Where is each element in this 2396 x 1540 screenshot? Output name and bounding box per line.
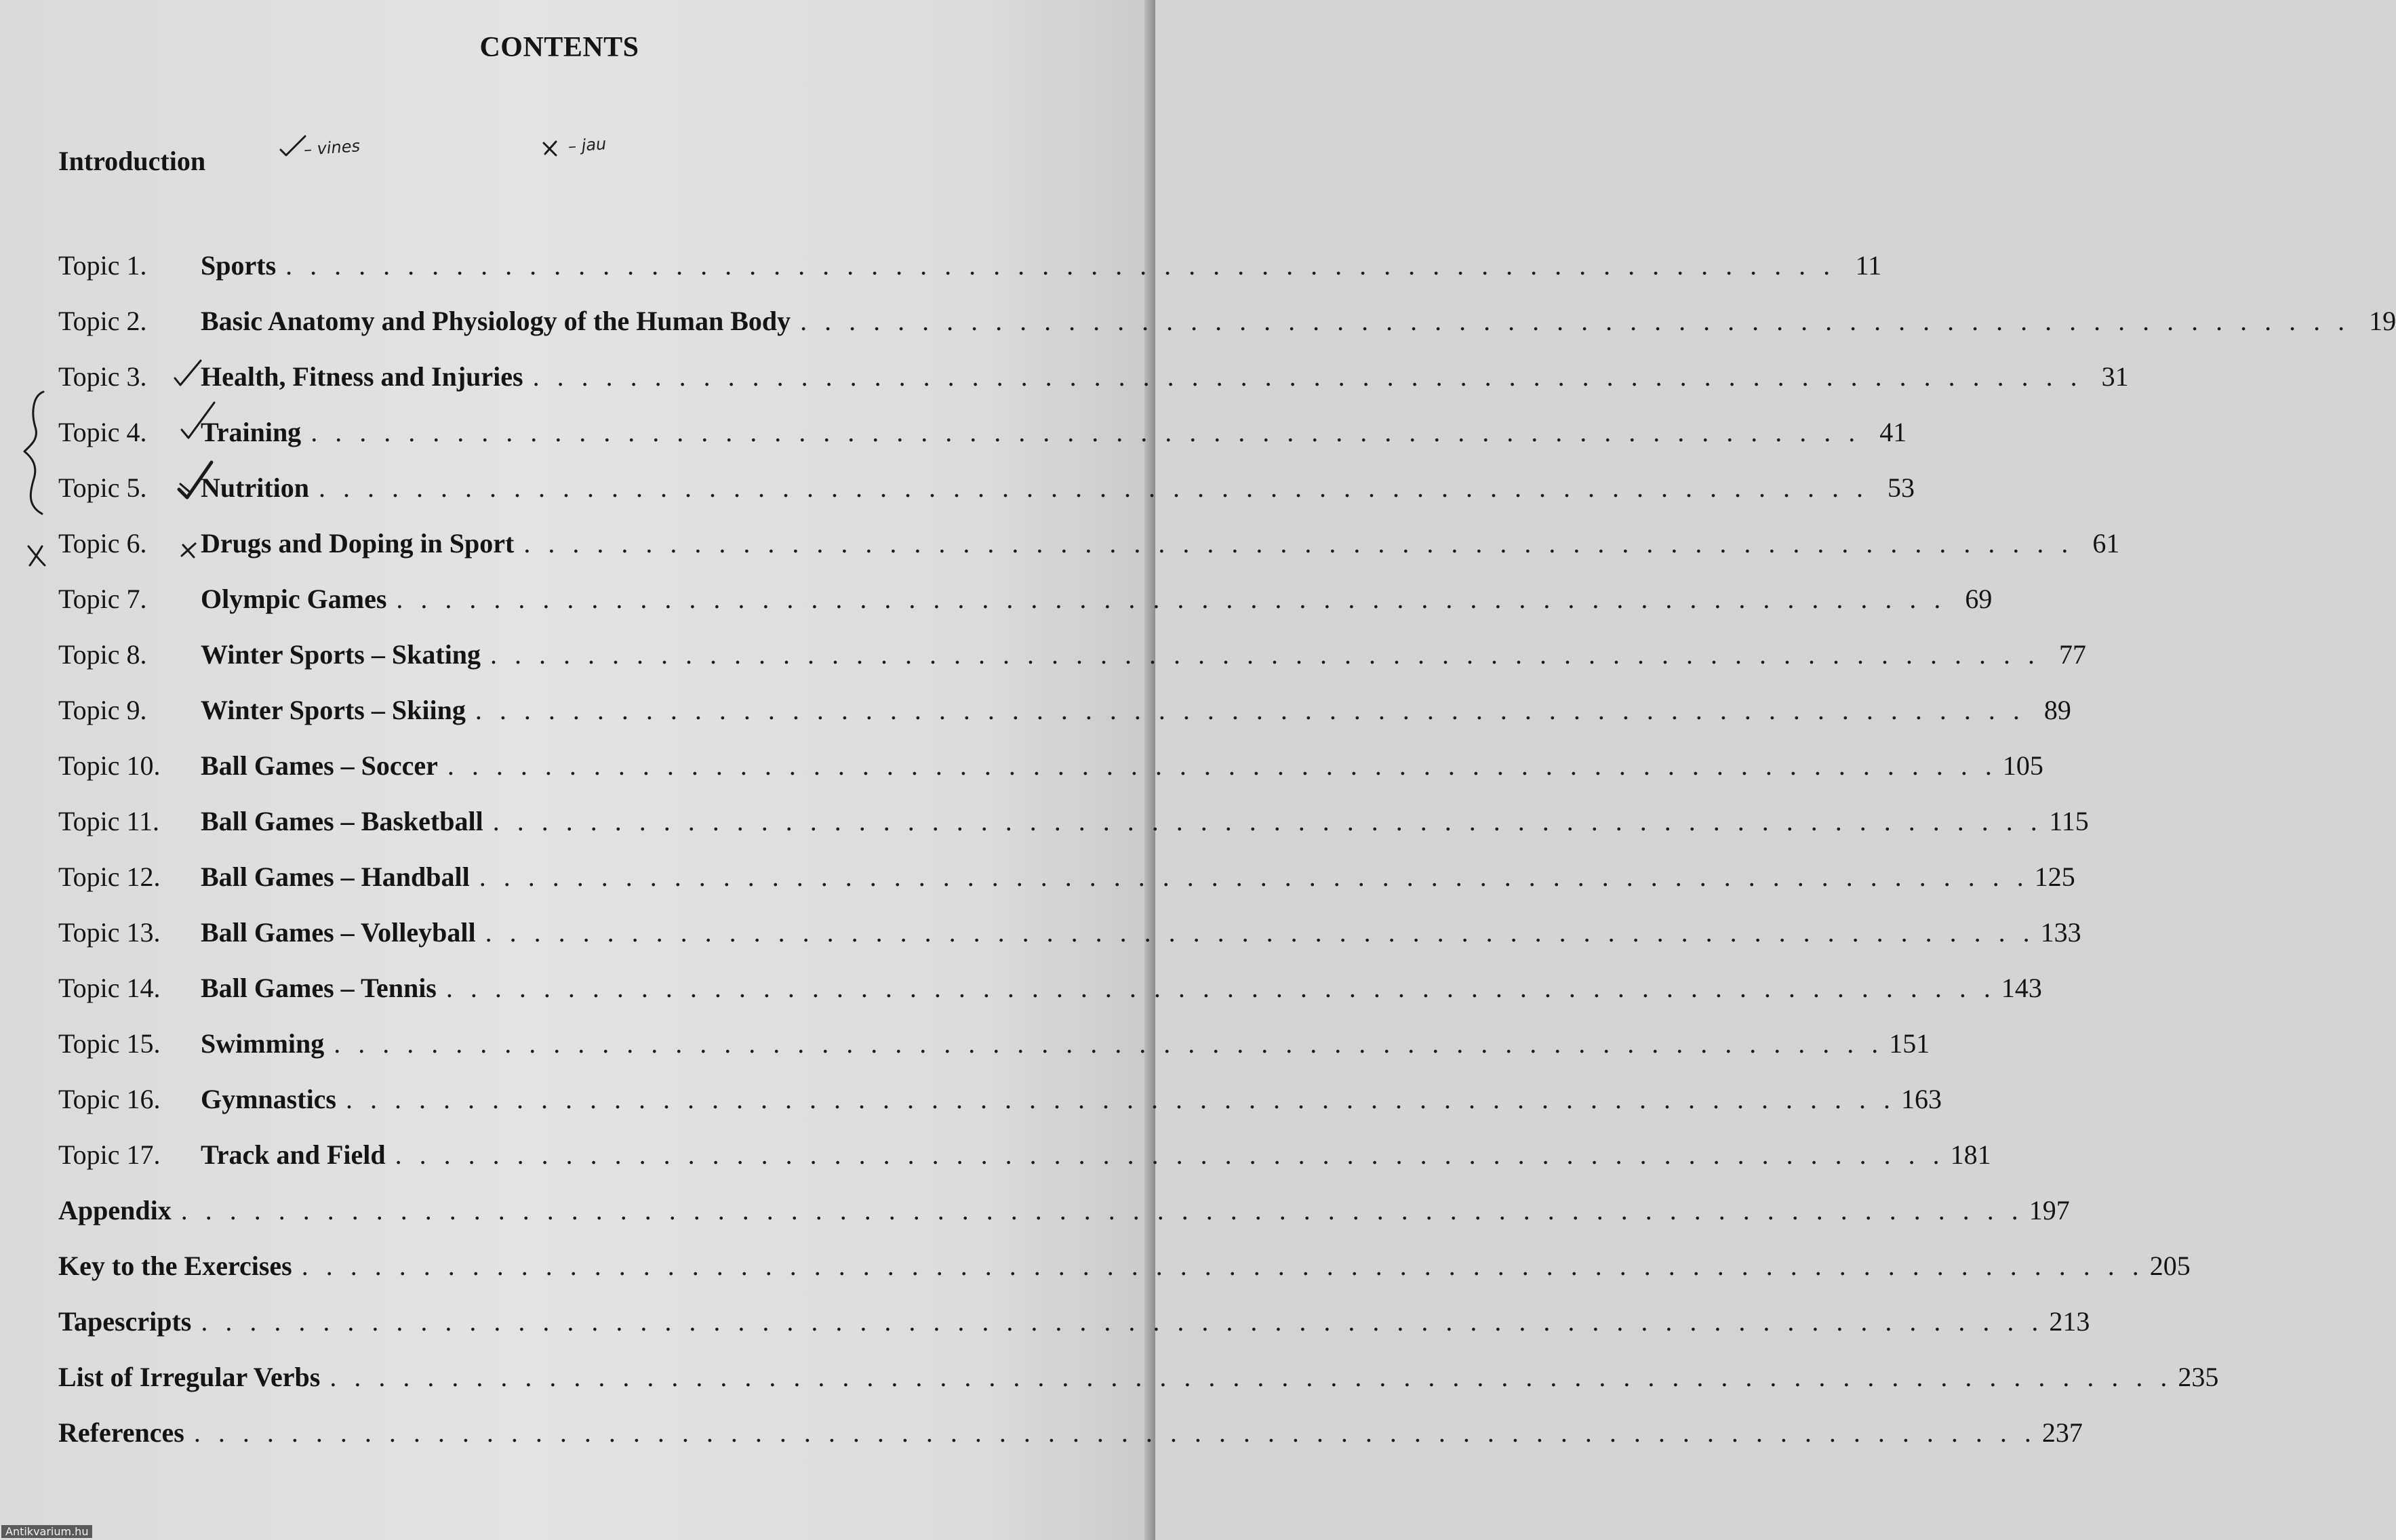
dot-leader: . . . . . . . . . . . . . . . . . . . . . . . . . . . . . . . . . . . . . . . . . . . . . . . . . . . . . . . . . . . . . . . . (447, 750, 1997, 781)
page-number: 61 (2092, 528, 2120, 559)
toc-row-topic-12[interactable] (58, 861, 2075, 901)
topic-title: Track and Field (201, 1139, 386, 1170)
toc-row-topic-13[interactable] (58, 916, 2081, 957)
topic-number: Topic 7. (58, 584, 147, 614)
toc-row-topic-17[interactable] (58, 1139, 1991, 1179)
dot-leader: . . . . . . . . . . . . . . . . . . . . . . . . . . . . . . . . . . . . . . . . . . . . . . . . . . . . . . . . . . . . . . . . (319, 472, 1869, 503)
section-title: Key to the Exercises (58, 1251, 292, 1281)
page-number: 89 (2043, 695, 2071, 725)
topic-number: Topic 8. (58, 639, 147, 670)
page-number: 237 (2041, 1417, 2083, 1448)
page-number: 69 (1965, 584, 1993, 614)
page-number: 181 (1950, 1139, 1991, 1170)
section-title: References (58, 1417, 184, 1448)
topic-number: Topic 11. (58, 806, 160, 836)
section-title: List of Irregular Verbs (58, 1362, 321, 1392)
topic-title: Ball Games – Volleyball (201, 917, 476, 948)
topic-number: Topic 17. (58, 1139, 161, 1170)
handwritten-cross-icon (541, 139, 561, 159)
page-number: 151 (1889, 1028, 1930, 1059)
topic-number: Topic 10. (58, 750, 161, 781)
section-title: Appendix (58, 1195, 172, 1225)
page-number: 41 (1879, 417, 1907, 447)
section-title: Tapescripts (58, 1306, 192, 1337)
dot-leader: . . . . . . . . . . . . . . . . . . . . . . . . . . . . . . . . . . . . . . . . . . . . . . . . . . . . . . . . . . . . . . . . (532, 361, 2083, 392)
page-number: 53 (1888, 472, 1915, 503)
dot-leader: . . . . . . . . . . . . . . . . . . . . . . . . . . . . . . . . . . . . . . . . . . . . . . . . . . . . . . . . . . . . . . . . (490, 639, 2041, 670)
page-number: 133 (2040, 917, 2081, 948)
topic-title: Olympic Games (201, 584, 387, 614)
dot-leader: . . . . . . . . . . . . . . . . . . . . . . . . . . . . . . . . . . . . . . . . . . . . . . . . . . . . . . . . . . . . . . . . . . . . . . . . . . . . (301, 1251, 2144, 1281)
topic-title: Gymnastics (201, 1084, 336, 1114)
topic-title: Ball Games – Tennis (201, 973, 437, 1003)
dot-leader: . . . . . . . . . . . . . . . . . . . . . . . . . . . . . . . . . . . . . . . . . . . . . . . . . . . . . . . . . . . . . . . . . . . . . . . . . . . . (193, 1417, 2037, 1448)
toc-row-appendix[interactable] (58, 1194, 2070, 1235)
page-number: 105 (2002, 750, 2043, 781)
page-number: 31 (2101, 361, 2129, 392)
toc-row-topic-3[interactable] (58, 361, 2129, 401)
topic-title: Swimming (201, 1028, 325, 1059)
toc-row-topic-9[interactable] (58, 694, 2071, 735)
dot-leader: . . . . . . . . . . . . . . . . . . . . . . . . . . . . . . . . . . . . . . . . . . . . . . . . . . . . . . . . . . . . . . . . (311, 417, 1861, 447)
topic-title: Nutrition (201, 472, 309, 503)
page-number: 77 (2059, 639, 2087, 670)
topic-title: Winter Sports – Skiing (201, 695, 466, 725)
dot-leader: . . . . . . . . . . . . . . . . . . . . . . . . . . . . . . . . . . . . . . . . . . . . . . . . . . . . . . . . . . . . . . . . (395, 1139, 1945, 1170)
topic-number: Topic 2. (58, 306, 147, 336)
toc-row-topic-14[interactable] (58, 972, 2042, 1013)
toc-row-topic-10[interactable] (58, 750, 2043, 790)
handwritten-brace-icon (19, 386, 49, 519)
page-number: 205 (2149, 1251, 2191, 1281)
dot-leader: . . . . . . . . . . . . . . . . . . . . . . . . . . . . . . . . . . . . . . . . . . . . . . . . . . . . . . . . . . . . . . . . . . . . . . . . . . . . (180, 1195, 2024, 1225)
topic-title: Ball Games – Soccer (201, 750, 438, 781)
topic-number: Topic 6. (58, 528, 147, 559)
contents-heading: CONTENTS (479, 32, 639, 63)
introduction-entry: Introduction (58, 146, 206, 176)
topic-number: Topic 14. (58, 973, 161, 1003)
page-number: 213 (2049, 1306, 2090, 1337)
toc-row-topic-1[interactable] (58, 249, 1882, 290)
topic-number: Topic 16. (58, 1084, 161, 1114)
handwritten-margin-cross-icon (24, 542, 49, 569)
handwritten-note-tick: – vines (303, 136, 361, 159)
topic-title: Drugs and Doping in Sport (201, 528, 515, 559)
dot-leader: . . . . . . . . . . . . . . . . . . . . . . . . . . . . . . . . . . . . . . . . . . . . . . . . . . . . . . . . . . . . . . . . (445, 973, 1996, 1003)
topic-title: Health, Fitness and Injuries (201, 361, 523, 392)
topic-number: Topic 13. (58, 917, 161, 948)
page-number: 197 (2029, 1195, 2070, 1225)
dot-leader: . . . . . . . . . . . . . . . . . . . . . . . . . . . . . . . . . . . . . . . . . . . . . . . . . . . . . . . . . . . . . . . . (346, 1084, 1896, 1114)
topic-number: Topic 15. (58, 1028, 161, 1059)
dot-leader: . . . . . . . . . . . . . . . . . . . . . . . . . . . . . . . . . . . . . . . . . . . . . . . . . . . . . . . . . . . . . . . . (479, 862, 2029, 892)
topic-number: Topic 1. (58, 250, 147, 281)
topic-title: Winter Sports – Skating (201, 639, 481, 670)
toc-row-topic-6[interactable] (58, 527, 2120, 568)
page-number: 125 (2034, 862, 2075, 892)
toc-row-references[interactable] (58, 1417, 2083, 1457)
topic-title: Sports (201, 250, 277, 281)
page-number: 235 (2178, 1362, 2219, 1392)
toc-row-topic-15[interactable] (58, 1028, 1930, 1068)
dot-leader: . . . . . . . . . . . . . . . . . . . . . . . . . . . . . . . . . . . . . . . . . . . . . . . . . . . . . . . . . . . . . . . . (523, 528, 2074, 559)
topic-title: Basic Anatomy and Physiology of the Human Body (201, 306, 791, 336)
dot-leader: . . . . . . . . . . . . . . . . . . . . . . . . . . . . . . . . . . . . . . . . . . . . . . . . . . . . . . . . . . . . . . . . (492, 806, 2043, 836)
page-number: 115 (2049, 806, 2089, 836)
toc-row-topic-4[interactable] (58, 416, 1907, 457)
dot-leader: . . . . . . . . . . . . . . . . . . . . . . . . . . . . . . . . . . . . . . . . . . . . . . . . . . . . . . . . . . . . . . . . . . . . . . . . . . . . (330, 1362, 2173, 1392)
handwritten-note-cross: – jau (567, 134, 607, 156)
topic-number: Topic 12. (58, 862, 161, 892)
dot-leader: . . . . . . . . . . . . . . . . . . . . . . . . . . . . . . . . . . . . . . . . . . . . . . . . . . . . . . . . . . . . . . . . (285, 250, 1836, 281)
toc-row-topic-16[interactable] (58, 1083, 1942, 1124)
toc-row-key-to-exercises[interactable] (58, 1250, 2191, 1291)
dot-leader: . . . . . . . . . . . . . . . . . . . . . . . . . . . . . . . . . . . . . . . . . . . . . . . . . . . . . . . . . . . . . . . . (475, 695, 2025, 725)
topic-title: Ball Games – Basketball (201, 806, 483, 836)
dot-leader: . . . . . . . . . . . . . . . . . . . . . . . . . . . . . . . . . . . . . . . . . . . . . . . . . . . . . . . . . . . . . . . . (396, 584, 1946, 614)
toc-row-irregular-verbs[interactable] (58, 1361, 2219, 1402)
dot-leader: . . . . . . . . . . . . . . . . . . . . . . . . . . . . . . . . . . . . . . . . . . . . . . . . . . . . . . . . . . . . . . . . . . . . . . . . . . . . (201, 1306, 2044, 1337)
page-number: 11 (1855, 250, 1882, 281)
topic-title: Ball Games – Handball (201, 862, 470, 892)
topic-number: Topic 4. (58, 417, 147, 447)
toc-row-topic-2[interactable] (58, 305, 2396, 346)
toc-row-topic-11[interactable] (58, 805, 2089, 846)
topic-number: Topic 9. (58, 695, 147, 725)
toc-row-topic-8[interactable] (58, 639, 2087, 679)
topic-number: Topic 3. (58, 361, 147, 392)
topic-title: Training (201, 417, 302, 447)
page-number: 163 (1901, 1084, 1942, 1114)
page-number: 143 (2001, 973, 2042, 1003)
toc-row-topic-7[interactable] (58, 583, 1993, 624)
toc-row-topic-5[interactable] (58, 472, 1915, 512)
topic-number: Topic 5. (58, 472, 147, 503)
dot-leader: . . . . . . . . . . . . . . . . . . . . . . . . . . . . . . . . . . . . . . . . . . . . . . . . . . . . . . . . . . . . . . . . (800, 306, 2351, 336)
toc-row-tapescripts[interactable] (58, 1305, 2090, 1346)
dot-leader: . . . . . . . . . . . . . . . . . . . . . . . . . . . . . . . . . . . . . . . . . . . . . . . . . . . . . . . . . . . . . . . . (334, 1028, 1884, 1059)
dot-leader: . . . . . . . . . . . . . . . . . . . . . . . . . . . . . . . . . . . . . . . . . . . . . . . . . . . . . . . . . . . . . . . . (485, 917, 2035, 948)
watermark: Antikvarium.hu (1, 1525, 92, 1538)
page-number: 19 (2369, 306, 2396, 336)
